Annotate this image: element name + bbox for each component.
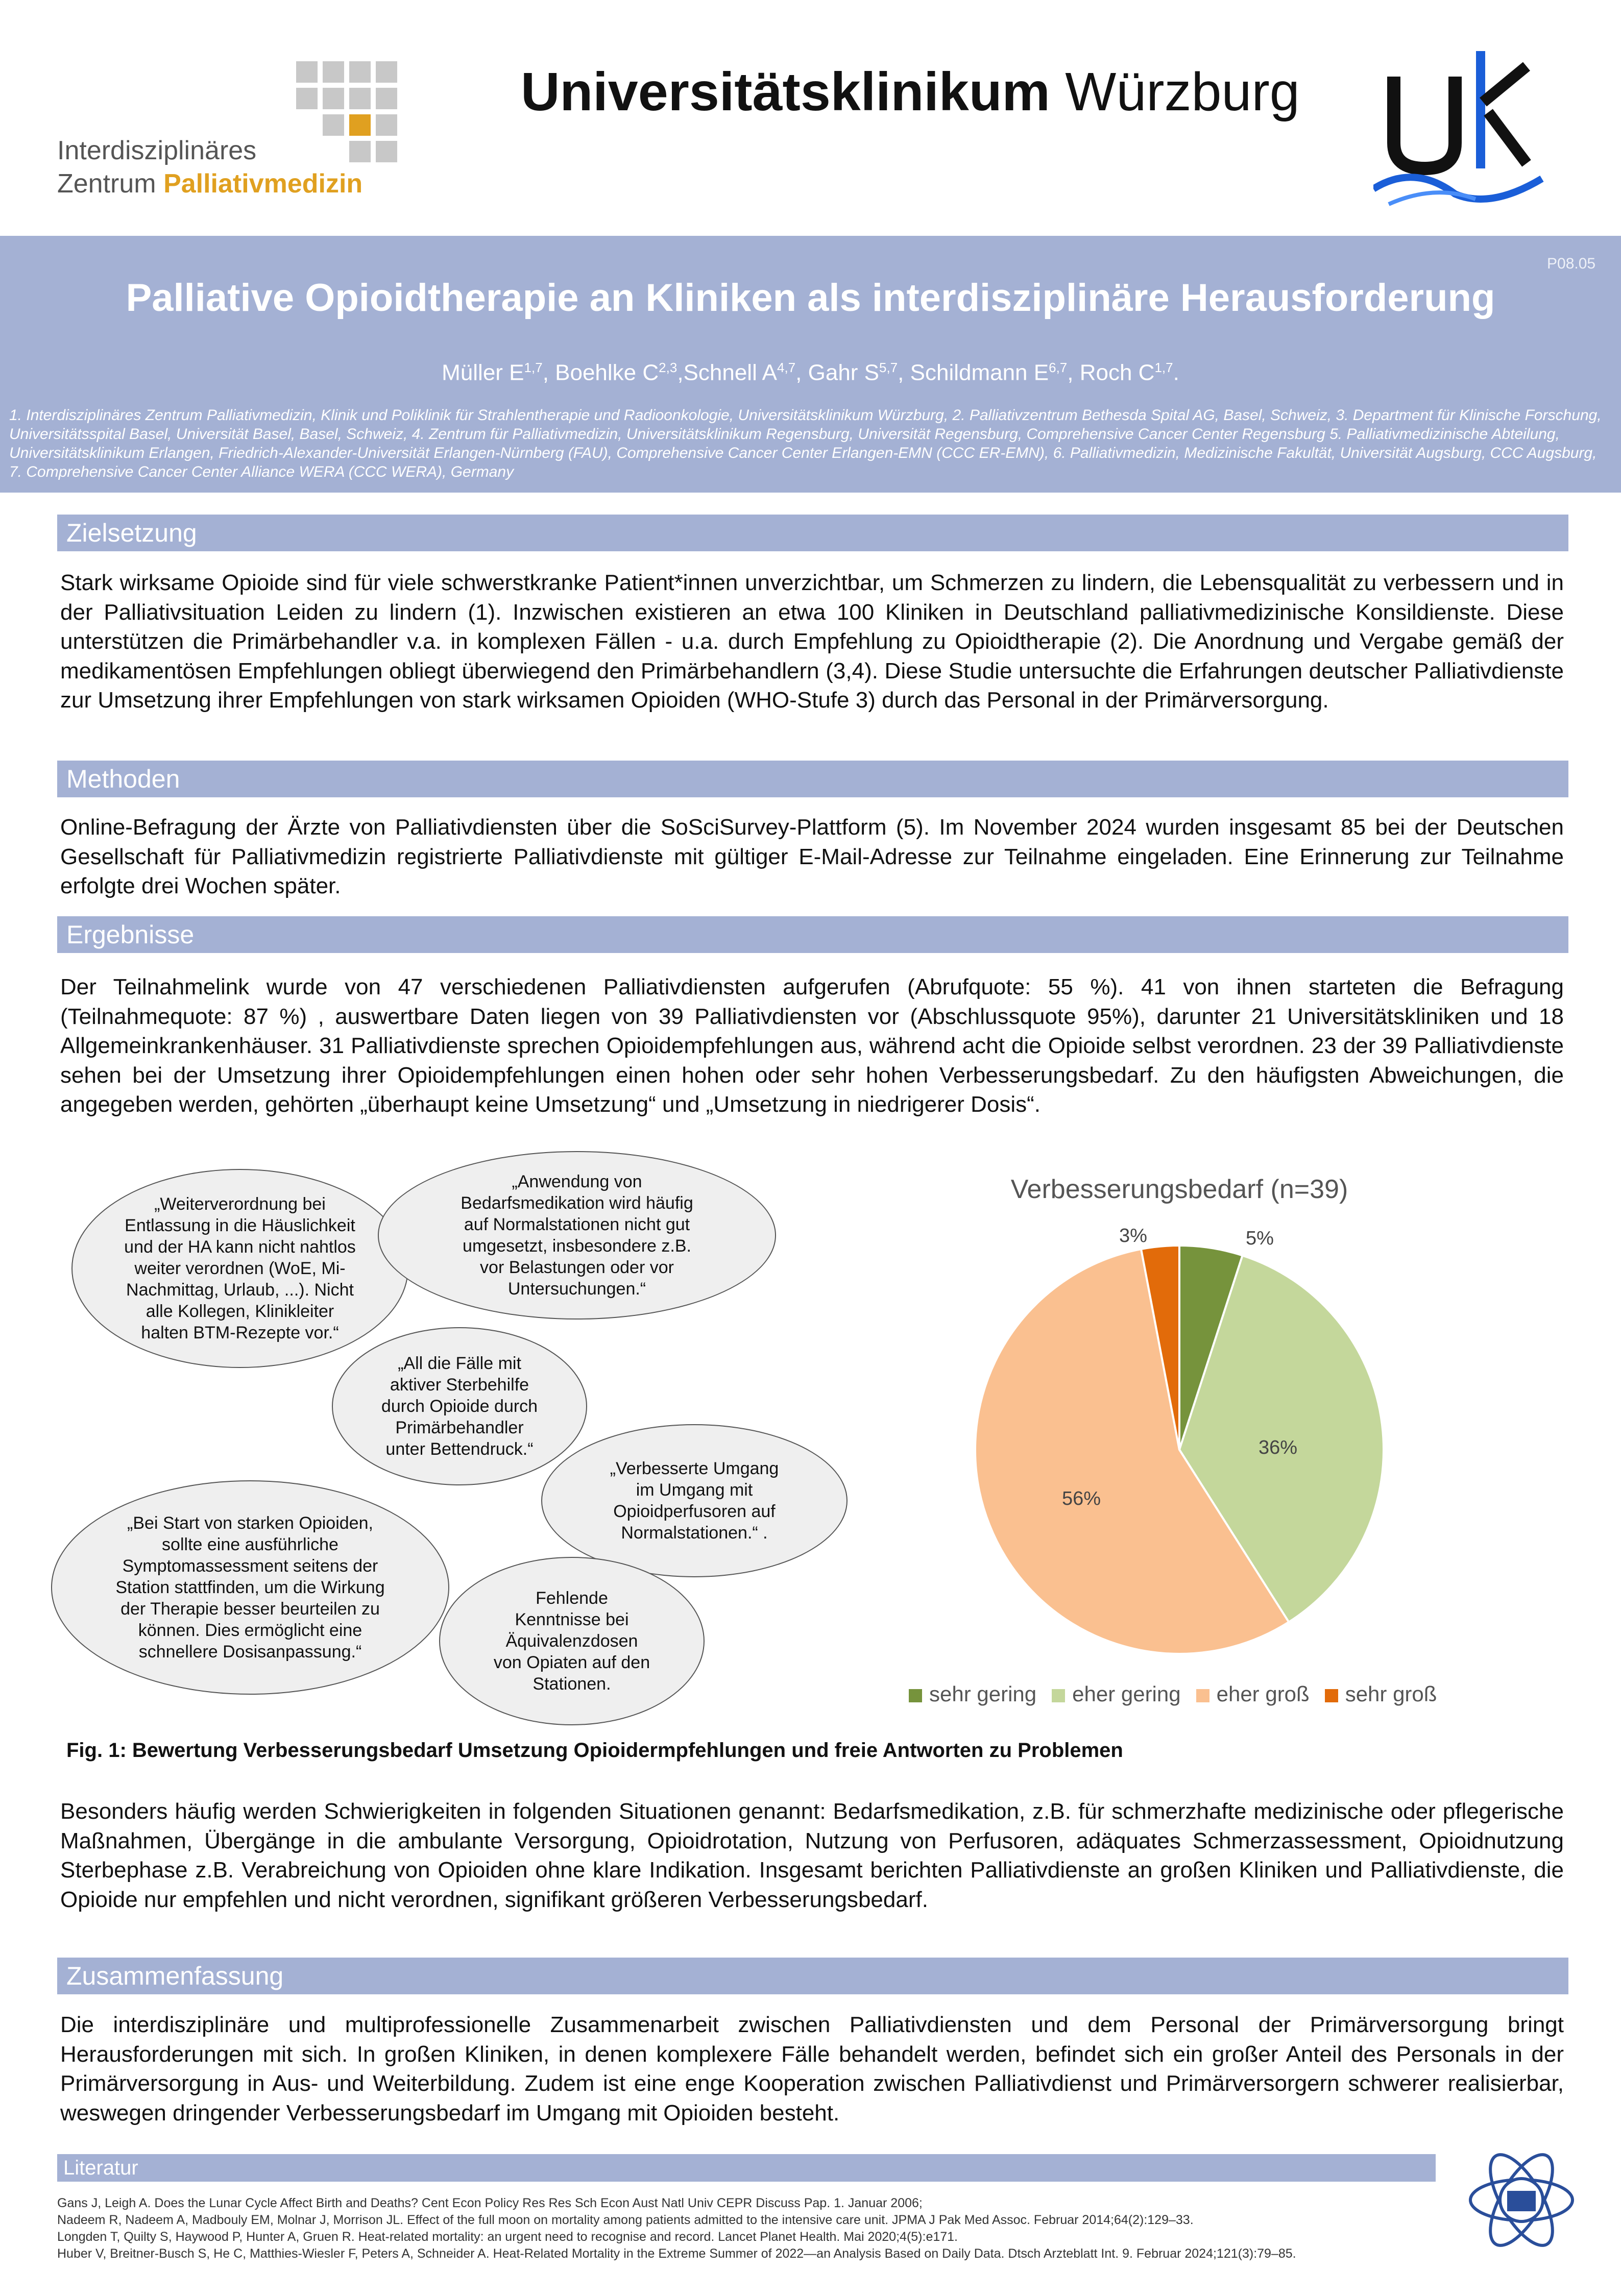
quote-line: alle Kollegen, Klinikleiter xyxy=(146,1302,334,1321)
quote-line: Symptomassessment seitens der xyxy=(122,1556,378,1576)
author-affiliation-index: 1,7 xyxy=(524,360,543,375)
pie-label-sehr-gering: 5% xyxy=(1246,1228,1274,1249)
author-separator: , xyxy=(1067,360,1080,385)
quote-line: Entlassung in die Häuslichkeit xyxy=(125,1216,355,1235)
poster-title: Palliative Opioidtherapie an Kliniken als interdisziplinäre Herausforderung xyxy=(126,276,1495,320)
author-list xyxy=(0,360,1621,386)
reference-item: Nadeem R, Nadeem A, Madbouly EM, Molnar J, Morrison JL. Effect of the full moon on mortality among patients admitted to the intensive care unit. JPMA J Pak Med Assoc. Februar 2014;64(2):129–33. xyxy=(57,2213,1194,2227)
quote-line: schnellere Dosisanpassung.“ xyxy=(138,1642,362,1662)
university-name: Universitätsklinikum Würzburg xyxy=(521,62,1300,122)
pie-label-eher-gering: 36% xyxy=(1259,1437,1298,1458)
legend-swatch xyxy=(1196,1689,1209,1702)
author-separator: , xyxy=(542,360,555,385)
quote-line: im Umgang mit xyxy=(636,1480,753,1500)
zusammenfassung-text: Die interdisziplinäre und multiprofessionelle Zusammenarbeit zwischen Palliativdiensten und dem Personal der Primärversorgung bringt Herausforderungen mit sich. In großen Kliniken, in denen komplexere Fälle behandelt werden, befindet sich ein großer Anteil des Personals in der Primärversorgung in Aus- und Weiterbildung. Zudem ist eine enge Kooperation zwischen Palliativdienst und Primärversorgern schwerer realisierbar, weswegen dringender Verbesserungsbedarf im Umgang mit Opioiden besteht. xyxy=(60,2012,1564,2126)
author-name: Roch C xyxy=(1079,360,1155,385)
quote-bubble xyxy=(541,1424,848,1577)
quote-line: können. Dies ermöglicht eine xyxy=(138,1621,362,1640)
center-name-line2: Zentrum Palliativmedizin xyxy=(57,169,363,199)
poster-number: P08.05 xyxy=(1547,255,1596,272)
section-heading-literatur: Literatur xyxy=(57,2154,1436,2182)
ergebnisse-text-2: Besonders häufig werden Schwierigkeiten in folgenden Situationen genannt: Bedarfsmedikation, z.B. für schmerzhafte medizinische oder pflegerische Maßnahmen, Übergänge in die ambulante Versorgung, Opioidrotation, Nutzung von Perfusoren, adäquates Schmerzassessment, Opioidnutzung Sterbephase z.B. Verabreichung von Opioiden ohne klare Indikation. Insgesamt berichten Palliativdienste an großen Kliniken und Palliativdienste, die Opioide nur empfehlen und nicht verordnen, signifikant größeren Verbesserungsbedarf. xyxy=(60,1799,1564,1912)
quote-line: sollte eine ausführliche xyxy=(162,1535,338,1554)
quote-line: weiter verordnen (WoE, Mi- xyxy=(134,1259,346,1278)
legend-label: eher gering xyxy=(1072,1682,1181,1706)
quote-line: Fehlende xyxy=(536,1589,608,1608)
quote-line: „Anwendung von xyxy=(512,1172,642,1191)
quote-bubble xyxy=(51,1480,449,1695)
legend-label: sehr groß xyxy=(1345,1682,1437,1706)
pie-chart xyxy=(965,1245,1394,1654)
quote-line: Opioidperfusoren auf xyxy=(613,1502,776,1521)
quote-bubble xyxy=(71,1169,408,1368)
figure-caption: Fig. 1: Bewertung Verbesserungsbedarf Umsetzung Opioidermpfehlungen und freie Antworten zu Problemen xyxy=(66,1739,1123,1762)
legend-item xyxy=(1196,1682,1310,1706)
quote-line: Bedarfsmedikation wird häufig xyxy=(461,1193,693,1213)
quote-line: „Bei Start von starken Opioiden, xyxy=(127,1513,373,1533)
section-heading-zusammenfassung: Zusammenfassung xyxy=(57,1958,1568,1994)
quote-bubble xyxy=(332,1327,587,1485)
pie-label-eher-gross: 56% xyxy=(1062,1488,1101,1509)
quote-line: Stationen. xyxy=(533,1674,611,1694)
legend-label: sehr gering xyxy=(929,1682,1037,1706)
quote-bubble xyxy=(378,1151,776,1320)
section-heading-methoden: Methoden xyxy=(57,761,1568,797)
section-heading-ergebnisse: Ergebnisse xyxy=(57,916,1568,953)
quote-line: der Therapie besser beurteilen zu xyxy=(120,1599,380,1619)
legend-label: eher groß xyxy=(1216,1682,1310,1706)
quote-bubble xyxy=(439,1557,705,1725)
center-name-line1: Interdisziplinäres xyxy=(57,136,257,165)
author-separator: . xyxy=(1173,360,1179,385)
author-affiliation-index: 1,7 xyxy=(1154,360,1173,375)
legend-item xyxy=(1052,1682,1180,1706)
section-heading-zielsetzung: Zielsetzung xyxy=(57,515,1568,551)
legend-swatch xyxy=(1052,1689,1065,1702)
ukw-logo xyxy=(1373,36,1552,219)
quote-line: unter Bettendruck.“ xyxy=(385,1439,534,1459)
author-affiliation-index: 5,7 xyxy=(879,360,898,375)
author-name: Boehlke C xyxy=(555,360,659,385)
quote-line: halten BTM-Rezepte vor.“ xyxy=(141,1323,339,1342)
reference-item: Gans J, Leigh A. Does the Lunar Cycle Affect Birth and Deaths? Cent Econ Policy Res Res Sch Econ Aust Natl Univ CEPR Discuss Pap. 1. Januar 2006; xyxy=(57,2196,923,2210)
quote-line: Äquivalenzdosen xyxy=(505,1631,638,1651)
quote-line: Kenntnisse bei xyxy=(515,1610,629,1629)
izp-logo-grid xyxy=(296,61,398,163)
reference-item: Huber V, Breitner-Busch S, He C, Matthies-Wiesler F, Peters A, Schneider A. Heat-Related Mortality in the Extreme Summer of 2022—an Analysis Based on Daily Data. Dtsch Arzteblatt Int. 9. Februar 2024;121(3):79–85. xyxy=(57,2246,1296,2261)
quote-line: Normalstationen.“ . xyxy=(621,1523,768,1543)
ergebnisse-text: Der Teilnahmelink wurde von 47 verschiedenen Palliativdiensten aufgerufen (Abrufquote: 55 %). 41 von ihnen starteten die Befragung (Teilnahmequote: 87 %) , auswertbare Daten liegen von 39 Palliativdiensten vor (Abschlussquote 95%), darunter 21 Universitätskliniken und 18 Allgemeinkrankenhäuser. 31 Palliativdienste sprechen Opioidempfehlungen aus, während acht die Opioide selbst verordnen. 23 der 39 Palliativdienste sehen bei der Umsetzung ihrer Opioidempfehlungen einen hohen oder sehr hohen Verbesserungsbedarf. Zu den häufigsten Abweichungen, die angegeben werden, gehörten „überhaupt keine Umsetzung“ und „Umsetzung in niedrigerer Dosis“. xyxy=(60,974,1564,1117)
legend-swatch xyxy=(1325,1689,1338,1702)
university-seal xyxy=(1465,2144,1578,2256)
quote-line: Untersuchungen.“ xyxy=(507,1279,646,1299)
affiliations: 1. Interdisziplinäres Zentrum Palliativmedizin, Klinik und Poliklinik für Strahlentherapie und Radioonkologie, Universitätsklinikum Würzburg, 2. Palliativzentrum Bethesda Spital AG, Basel, Schweiz, 3. Department für Klinische Forschung, Universitätsspital Basel, Universität Basel, Basel, Schweiz, 4. Zentrum für Palliativmedizin, Universitätsklinikum Regensburg, Universität Regensburg, Comprehensive Cancer Center Regensburg 5. Palliativmedizinische Abteilung, Universitätsklinikum Erlangen, Friedrich-Alexander-Universität Erlangen-Nürnberg (FAU), Comprehensive Cancer Center Erlangen-EMN (CCC ER-EMN), 6. Palliativmedizin, Medizinische Fakultät, Universität Augsburg, CCC Augsburg, 7. Comprehensive Cancer Center Alliance WERA (CCC WERA), Germany xyxy=(9,407,1602,480)
quote-line: durch Opioide durch xyxy=(381,1397,538,1416)
chart-legend xyxy=(909,1682,1452,1706)
author-affiliation-index: 6,7 xyxy=(1049,360,1068,375)
zielsetzung-text: Stark wirksame Opioide sind für viele schwerstkranke Patient*innen unverzichtbar, um Schmerzen zu lindern, die Lebensqualität zu verbessern und in der Palliativsituation Leiden zu lindern (1). Inzwischen existieren an etwa 100 Kliniken in Deutschland palliativmedizinische Konsildienste. Diese unterstützen die Primärbehandler v.a. in komplexen Fällen - u.a. durch Empfehlung zu Opioidtherapie (2). Die Anordnung und Vergabe gemäß der medikamentösen Empfehlungen obliegt überwiegend den Primärbehandlern (3,4). Diese Studie untersuchte die Erfahrungen deutscher Palliativdienste zur Umsetzung ihrer Empfehlungen von stark wirksamen Opioiden (WHO-Stufe 3) durch das Personal in der Primärversorgung. xyxy=(60,570,1564,713)
author-name: Schildmann E xyxy=(910,360,1049,385)
author-separator: , xyxy=(898,360,910,385)
quote-line: von Opiaten auf den xyxy=(493,1653,650,1672)
legend-swatch xyxy=(909,1689,922,1702)
author-name: Müller E xyxy=(442,360,524,385)
quote-line: „All die Fälle mit xyxy=(398,1354,521,1373)
quote-line: „Verbesserte Umgang xyxy=(610,1459,779,1478)
quote-line: vor Belastungen oder vor xyxy=(480,1258,674,1277)
quote-line: auf Normalstationen nicht gut xyxy=(464,1215,690,1234)
quote-line: Station stattfinden, um die Wirkung xyxy=(115,1578,385,1597)
author-separator: , xyxy=(677,360,684,385)
reference-item: Longden T, Quilty S, Haywood P, Hunter A, Gruen R. Heat-related mortality: an urgent need to recognise and record. Lancet Planet Health. Mai 2020;4(5):e171. xyxy=(57,2230,958,2244)
pie-label-sehr-gross: 3% xyxy=(1119,1225,1147,1247)
author-affiliation-index: 2,3 xyxy=(659,360,678,375)
quote-line: umgesetzt, insbesondere z.B. xyxy=(463,1236,691,1256)
center-name-highlight: Palliativmedizin xyxy=(163,169,363,199)
methoden-text: Online-Befragung der Ärzte von Palliativdiensten über die SoSciSurvey-Plattform (5). Im November 2024 wurden insgesamt 85 bei der Deutschen Gesellschaft für Palliativmedizin registrierte Palliativdienste mit gültiger E-Mail-Adresse zur Teilnahme eingeladen. Eine Erinnerung zur Teilnahme erfolgte drei Wochen später. xyxy=(60,815,1564,898)
quote-line: Nachmittag, Urlaub, ...). Nicht xyxy=(126,1280,354,1300)
quote-line: Primärbehandler xyxy=(395,1418,524,1437)
quote-line: „Weiterverordnung bei xyxy=(154,1194,326,1214)
quote-line: aktiver Sterbehilfe xyxy=(390,1375,529,1395)
author-separator: , xyxy=(795,360,808,385)
author-name: Schnell A xyxy=(683,360,778,385)
chart-title: Verbesserungsbedarf (n=39) xyxy=(1010,1175,1348,1204)
quote-line: und der HA kann nicht nahtlos xyxy=(124,1237,356,1257)
legend-item xyxy=(1325,1682,1437,1706)
reference-list xyxy=(57,2195,1461,2262)
legend-item xyxy=(909,1682,1036,1706)
author-affiliation-index: 4,7 xyxy=(777,360,796,375)
author-name: Gahr S xyxy=(808,360,880,385)
